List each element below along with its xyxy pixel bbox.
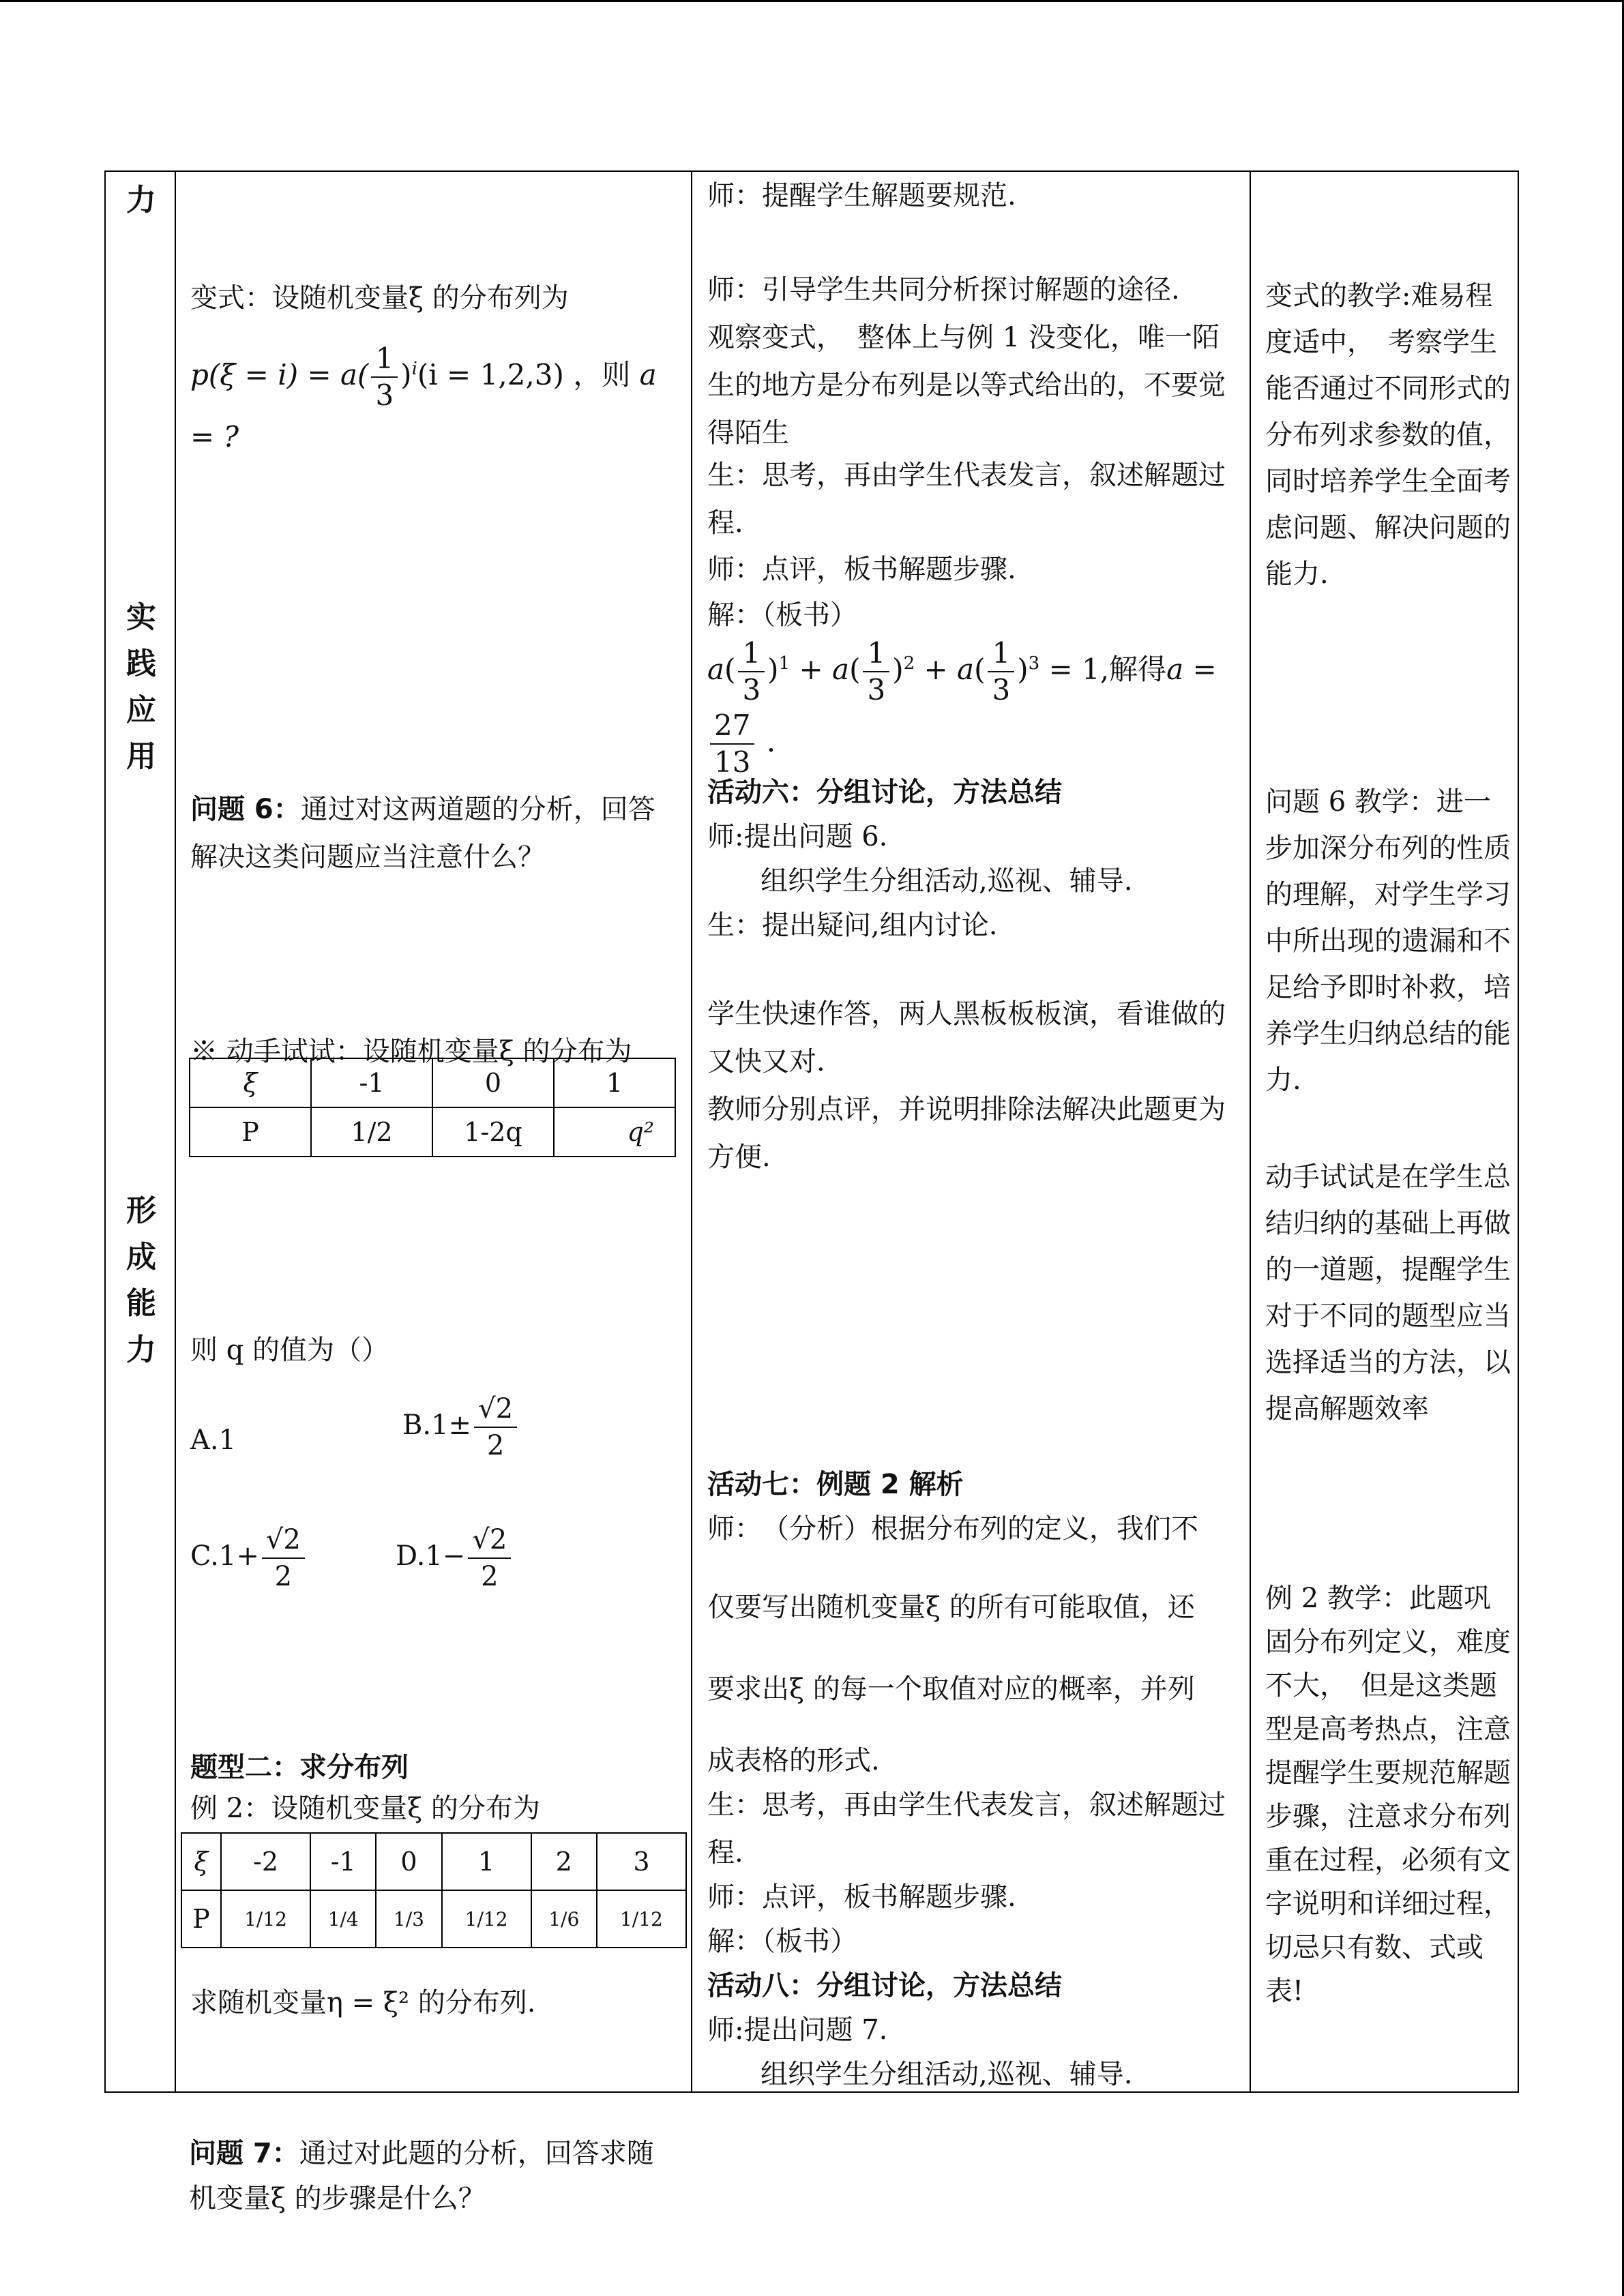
- activity-8-line-2: 组织学生分组活动,巡视、辅导.: [761, 2059, 1133, 2090]
- table-cell: -1: [311, 1058, 432, 1107]
- try-intro: ※ 动手试试：设随机变量ξ 的分布为: [190, 1036, 632, 1067]
- activity-solve-2: 解：（板书）: [707, 1926, 857, 1957]
- activity-observe: 观察变式， 整体上与例 1 没变化，唯一陌生的地方是分布列是以等式给出的，不要觉得陌生: [707, 322, 1226, 449]
- question-6: [190, 786, 675, 881]
- table-row: [190, 1107, 675, 1157]
- table-cell: 1: [442, 1833, 531, 1890]
- option-b: [402, 1391, 520, 1463]
- table-cell: 1-2q: [432, 1107, 554, 1157]
- activity-guide: 师：引导学生共同分析探讨解题的途径.: [707, 274, 1180, 305]
- intent-try: 动手试试是在学生总结归纳的基础上再做的一道题，提醒学生对于不同的题型应当选择适当的方法，以提高解题效率: [1265, 1161, 1511, 1425]
- variant-intro: 变式：设随机变量ξ 的分布列为: [190, 282, 569, 314]
- table-row: [181, 1890, 686, 1948]
- stage-char: 践: [126, 646, 156, 681]
- try-question: 则 q 的值为（）: [190, 1335, 389, 1366]
- example-2-question: 求随机变量η = ξ² 的分布列.: [190, 1987, 536, 2018]
- table-cell: 0: [432, 1058, 554, 1107]
- table-cell: 1/4: [310, 1890, 376, 1948]
- option-d: [396, 1522, 514, 1594]
- table-cell: -1: [310, 1833, 376, 1890]
- option-prefix: B.1±: [402, 1410, 472, 1441]
- table-cell: 1/6: [531, 1890, 597, 1948]
- fraction: $\frac{27}{13}$: [710, 708, 754, 780]
- table-cell: 2: [531, 1833, 597, 1890]
- formula-exponent: i: [411, 359, 417, 379]
- column-divider: [1250, 172, 1251, 2091]
- question-text: 通过对这两道题的分析，回答解决这类问题应当注意什么？: [190, 794, 655, 873]
- activity-teacher-eval: 教师分别点评，并说明排除法解决此题更为方便.: [707, 1094, 1226, 1173]
- stage-char: 实: [126, 600, 156, 635]
- activity-review-1: 师：点评，板书解题步骤.: [707, 554, 1016, 585]
- table-cell: ξ: [181, 1833, 221, 1890]
- stage-char: 能: [126, 1286, 156, 1321]
- example-2-table: [181, 1832, 687, 1948]
- formula-part: p(ξ = i) = a(: [190, 358, 369, 391]
- table-row: [181, 1833, 686, 1890]
- fraction: $\frac{1}{3}$: [371, 341, 398, 413]
- table-cell: q²: [554, 1107, 675, 1157]
- intent-question-6: 问题 6 教学：进一步加深分布列的性质的理解，对学生学习中所出现的遗漏和不足给予即时补救，培养学生归纳总结的能力.: [1265, 786, 1511, 1096]
- try-distribution-table: [189, 1058, 676, 1157]
- intent-variant: 变式的教学:难易程度适中， 考察学生能否通过不同形式的分布列求参数的值， 同时培养学生全面考虑问题、解决问题的能力.: [1265, 280, 1524, 590]
- formula-part: (i = 1,2,3) ，则: [417, 358, 631, 391]
- stage-char: 应: [126, 693, 156, 728]
- question-label: 问题 7：: [189, 2138, 299, 2169]
- option-prefix: D.1−: [396, 1540, 466, 1572]
- activity-7-line-2: 仅要写出随机变量ξ 的所有可能取值，还: [707, 1592, 1195, 1623]
- activity-8-title: 活动八：分组讨论，方法总结: [707, 1970, 1062, 2001]
- table-cell: 1/12: [442, 1890, 531, 1948]
- stage-char: 成: [126, 1240, 156, 1274]
- stage-label-ability: [121, 1188, 162, 1373]
- activity-6-line-3: 生：提出疑问,组内讨论.: [707, 910, 998, 941]
- activity-7-title: 活动七：例题 2 解析: [707, 1469, 964, 1500]
- type2-title: 题型二：求分布列: [190, 1752, 409, 1783]
- activity-quick-answer: 学生快速作答，两人黑板板板演，看谁做的又快又对.: [707, 998, 1226, 1077]
- option-prefix: C.1+: [190, 1540, 259, 1572]
- activity-think-1: 生：思考，再由学生代表发言，叙述解题过程.: [707, 460, 1226, 539]
- stage-char: 用: [126, 739, 156, 774]
- option-a: A.1: [190, 1425, 237, 1456]
- stage-label-practice: [121, 595, 162, 780]
- table-cell: -2: [221, 1833, 310, 1890]
- activity-review-2: 师：点评，板书解题步骤.: [707, 1881, 1016, 1913]
- stage-char: 力: [126, 1332, 156, 1367]
- table-cell: ξ: [190, 1058, 311, 1107]
- fraction: $\frac{√2}{2}$: [474, 1391, 517, 1463]
- fraction: $\frac{√2}{2}$: [262, 1522, 305, 1594]
- table-cell: 1: [554, 1058, 675, 1107]
- stage-char: 形: [126, 1193, 156, 1228]
- activity-7-line-3: 要求出ξ 的每一个取值对应的概率，并列: [707, 1673, 1195, 1705]
- activity-6-title: 活动六：分组讨论，方法总结: [707, 777, 1062, 808]
- activity-8-line-1: 师:提出问题 7.: [707, 2014, 888, 2046]
- table-cell: 1/3: [376, 1890, 441, 1948]
- lesson-plan-table: [104, 170, 1524, 2093]
- page-top-border: [0, 0, 1624, 2]
- activity-7-line-4: 成表格的形式.: [707, 1745, 880, 1776]
- column-divider: [175, 172, 176, 2091]
- fraction: $\frac{√2}{2}$: [468, 1522, 511, 1594]
- table-row: [190, 1058, 675, 1107]
- example-2-intro: 例 2：设随机变量ξ 的分布为: [190, 1793, 540, 1824]
- formula-part: a = ?: [190, 358, 657, 453]
- activity-solve-1: 解：（板书）: [707, 599, 857, 631]
- table-cell: P: [190, 1107, 311, 1157]
- table-cell: 3: [597, 1833, 686, 1890]
- question-label: 问题 6：: [190, 794, 301, 825]
- activity-6-line-2: 组织学生分组活动,巡视、辅导.: [761, 865, 1133, 897]
- table-cell: P: [181, 1890, 221, 1948]
- question-text: 通过对此题的分析，回答求随机变量ξ 的步骤是什么？: [189, 2138, 654, 2214]
- activity-7-line-1: 师： （分析）根据分布列的定义，我们不: [707, 1513, 1198, 1545]
- table-cell: 1/12: [221, 1890, 310, 1948]
- table-cell: 1/12: [597, 1890, 686, 1948]
- solution-formula: a( $\frac{1}{3}$ )$^1$ + a( $\frac{1}{3}$ )$^2$ + a( $\frac{1}{3}$ )$^3$ = 1,解得a = $\frac{27}{13}$ .: [707, 636, 1217, 779]
- activity-remind: 师：提醒学生解题要规范.: [707, 180, 1016, 211]
- table-cell: 0: [376, 1833, 441, 1890]
- variant-formula: p(ξ = i) = a( $\frac{1}{3}$ )$^i$(i = 1,2,3) ，则 a = ?: [190, 342, 657, 453]
- activity-6-line-1: 师:提出问题 6.: [707, 821, 888, 852]
- activity-think-2: 生：思考，再由学生代表发言，叙述解题过程.: [707, 1789, 1226, 1868]
- question-7-text: [189, 2131, 673, 2221]
- table-cell: 1/2: [311, 1107, 432, 1157]
- intent-example-2: 例 2 教学：此题巩固分布列定义，难度不大， 但是这类题型是高考热点，注意提醒学生要规范解题步骤，注意求分布列重在过程，必须有文字说明和详细过程，切忌只有数、式或表!: [1265, 1583, 1511, 2007]
- stage-label-top: 力: [126, 183, 156, 218]
- column-divider: [691, 172, 692, 2091]
